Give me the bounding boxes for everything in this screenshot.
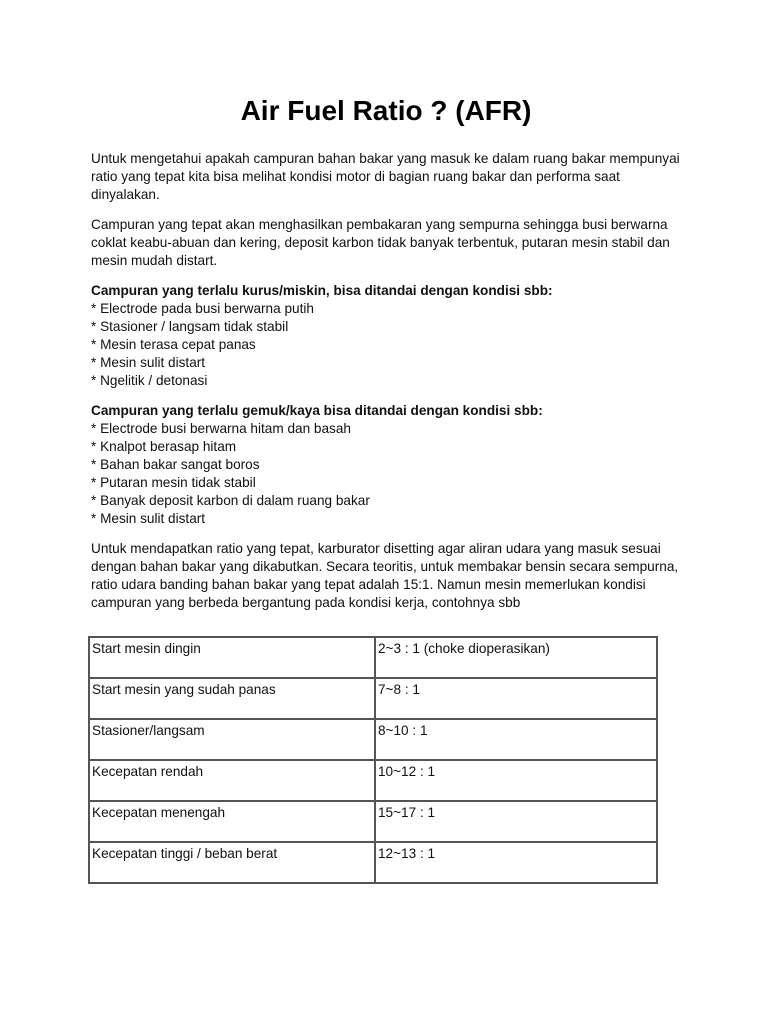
list-item: * Mesin sulit distart xyxy=(91,511,206,526)
table-row xyxy=(90,720,656,761)
condition-cell: Start mesin yang sudah panas xyxy=(90,679,376,720)
condition-cell: Kecepatan tinggi / beban berat xyxy=(90,843,376,882)
condition-cell: Stasioner/langsam xyxy=(90,720,376,761)
ratio-cell: 7~8 : 1 xyxy=(376,679,656,720)
document-page xyxy=(91,92,681,884)
list-item: * Ngelitik / detonasi xyxy=(91,373,208,388)
rich-mix-list xyxy=(91,420,681,528)
condition-cell: Kecepatan rendah xyxy=(90,761,376,802)
list-item: * Electrode busi berwarna hitam dan basah xyxy=(91,421,351,436)
table-row xyxy=(90,802,656,843)
closing-paragraph: Untuk mendapatkan ratio yang tepat, karburator disetting agar aliran udara yang masuk sesuai dengan bahan bakar yang dikabutkan. Secara teoritis, untuk membakar bensin secara sempurna, ratio udara banding bahan bakar yang tepat adalah 15:1. Namun mesin memerlukan kondisi campuran yang berbeda bergantung pada kondisi kerja, contohnya sbb xyxy=(91,541,679,610)
ratio-cell: 8~10 : 1 xyxy=(376,720,656,761)
ratio-cell: 2~3 : 1 (choke dioperasikan) xyxy=(376,638,656,679)
list-item: * Stasioner / langsam tidak stabil xyxy=(91,319,289,334)
ratio-cell: 12~13 : 1 xyxy=(378,846,436,861)
intro-paragraph: Untuk mengetahui apakah campuran bahan bakar yang masuk ke dalam ruang bakar mempunyai ratio yang tepat kita bisa melihat kondisi motor di bagian ruang bakar dan performa saat dinyalakan. xyxy=(91,151,680,202)
lean-mix-list xyxy=(91,300,681,390)
list-item: * Bahan bakar sangat boros xyxy=(91,457,260,472)
page-title: Air Fuel Ratio ? (AFR) xyxy=(240,95,532,126)
table-row xyxy=(90,761,656,802)
list-item: * Electrode pada busi berwarna putih xyxy=(91,301,314,316)
list-item: * Mesin terasa cepat panas xyxy=(91,337,256,352)
table-row xyxy=(90,679,656,720)
list-item: * Banyak deposit karbon di dalam ruang bakar xyxy=(91,493,370,508)
proper-mix-paragraph: Campuran yang tepat akan menghasilkan pembakaran yang sempurna sehingga busi berwarna coklat keabu-abuan dan kering, deposit karbon tidak banyak terbentuk, putaran mesin stabil dan mesin mudah distart. xyxy=(91,217,670,268)
table-row xyxy=(90,638,656,679)
list-item: * Mesin sulit distart xyxy=(91,355,206,370)
rich-mix-heading: Campuran yang terlalu gemuk/kaya bisa ditandai dengan kondisi sbb: xyxy=(91,403,543,418)
condition-cell: Start mesin dingin xyxy=(90,638,376,679)
lean-mix-heading: Campuran yang terlalu kurus/miskin, bisa ditandai dengan kondisi sbb: xyxy=(91,283,553,298)
afr-table xyxy=(88,636,658,884)
ratio-cell: 10~12 : 1 xyxy=(376,761,656,802)
table-row xyxy=(90,843,656,882)
list-item: * Putaran mesin tidak stabil xyxy=(91,475,256,490)
ratio-cell: 15~17 : 1 xyxy=(376,802,656,843)
condition-cell: Kecepatan menengah xyxy=(90,802,376,843)
list-item: * Knalpot berasap hitam xyxy=(91,439,237,454)
